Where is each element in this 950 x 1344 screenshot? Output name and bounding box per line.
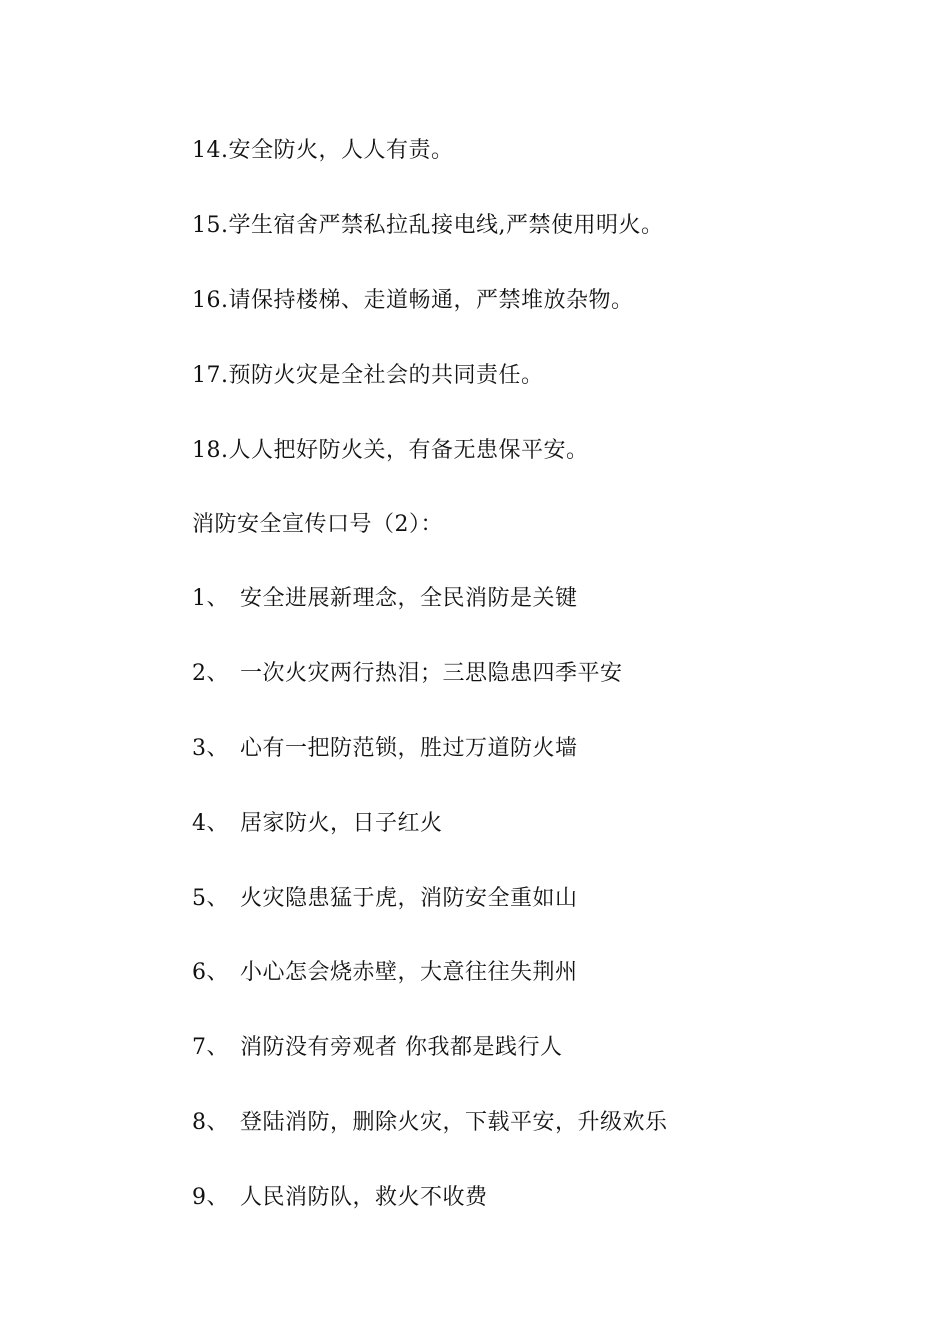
list-item [192, 659, 623, 689]
list-item-number: 8、 [192, 1110, 229, 1135]
list-item-text: 火灾隐患猛于虎，消防安全重如山 [240, 886, 578, 911]
slogan-16: 16.请保持楼梯、走道畅通，严禁堆放杂物。 [192, 288, 634, 313]
list-item [192, 1183, 488, 1213]
slogan-18: 18.人人把好防火关，有备无患保平安。 [192, 438, 589, 463]
list-item-text: 居家防火，日子红火 [240, 811, 443, 836]
section-heading: 消防安全宣传口号（2）： [192, 512, 443, 537]
list-item-number: 7、 [192, 1035, 229, 1060]
list-item-text: 登陆消防，删除火灾，下载平安，升级欢乐 [240, 1110, 668, 1135]
list-item-number: 1、 [192, 586, 229, 611]
list-item-number: 3、 [192, 736, 229, 761]
list-item-text: 一次火灾两行热泪；三思隐患四季平安 [240, 661, 623, 686]
slogan-14: 14.安全防火，人人有责。 [192, 138, 454, 163]
list-item [192, 1108, 668, 1138]
list-item [192, 584, 578, 614]
list-item-number: 5、 [192, 886, 229, 911]
list-item-text: 心有一把防范锁，胜过万道防火墙 [240, 736, 578, 761]
list-item-text: 小心怎会烧赤壁，大意往往失荆州 [240, 960, 578, 985]
list-item-number: 2、 [192, 661, 229, 686]
list-item [192, 958, 578, 988]
list-item-text: 安全进展新理念，全民消防是关键 [240, 586, 578, 611]
slogan-17: 17.预防火灾是全社会的共同责任。 [192, 363, 544, 388]
list-item [192, 734, 578, 764]
list-item [192, 809, 443, 839]
list-item [192, 1033, 563, 1063]
list-item [192, 884, 578, 914]
list-item-number: 4、 [192, 811, 229, 836]
slogan-15: 15.学生宿舍严禁私拉乱接电线,严禁使用明火。 [192, 213, 664, 238]
list-item-text: 消防没有旁观者 你我都是践行人 [240, 1035, 563, 1060]
list-item-number: 6、 [192, 960, 229, 985]
list-item-text: 人民消防队，救火不收费 [240, 1185, 488, 1210]
list-item-number: 9、 [192, 1185, 229, 1210]
